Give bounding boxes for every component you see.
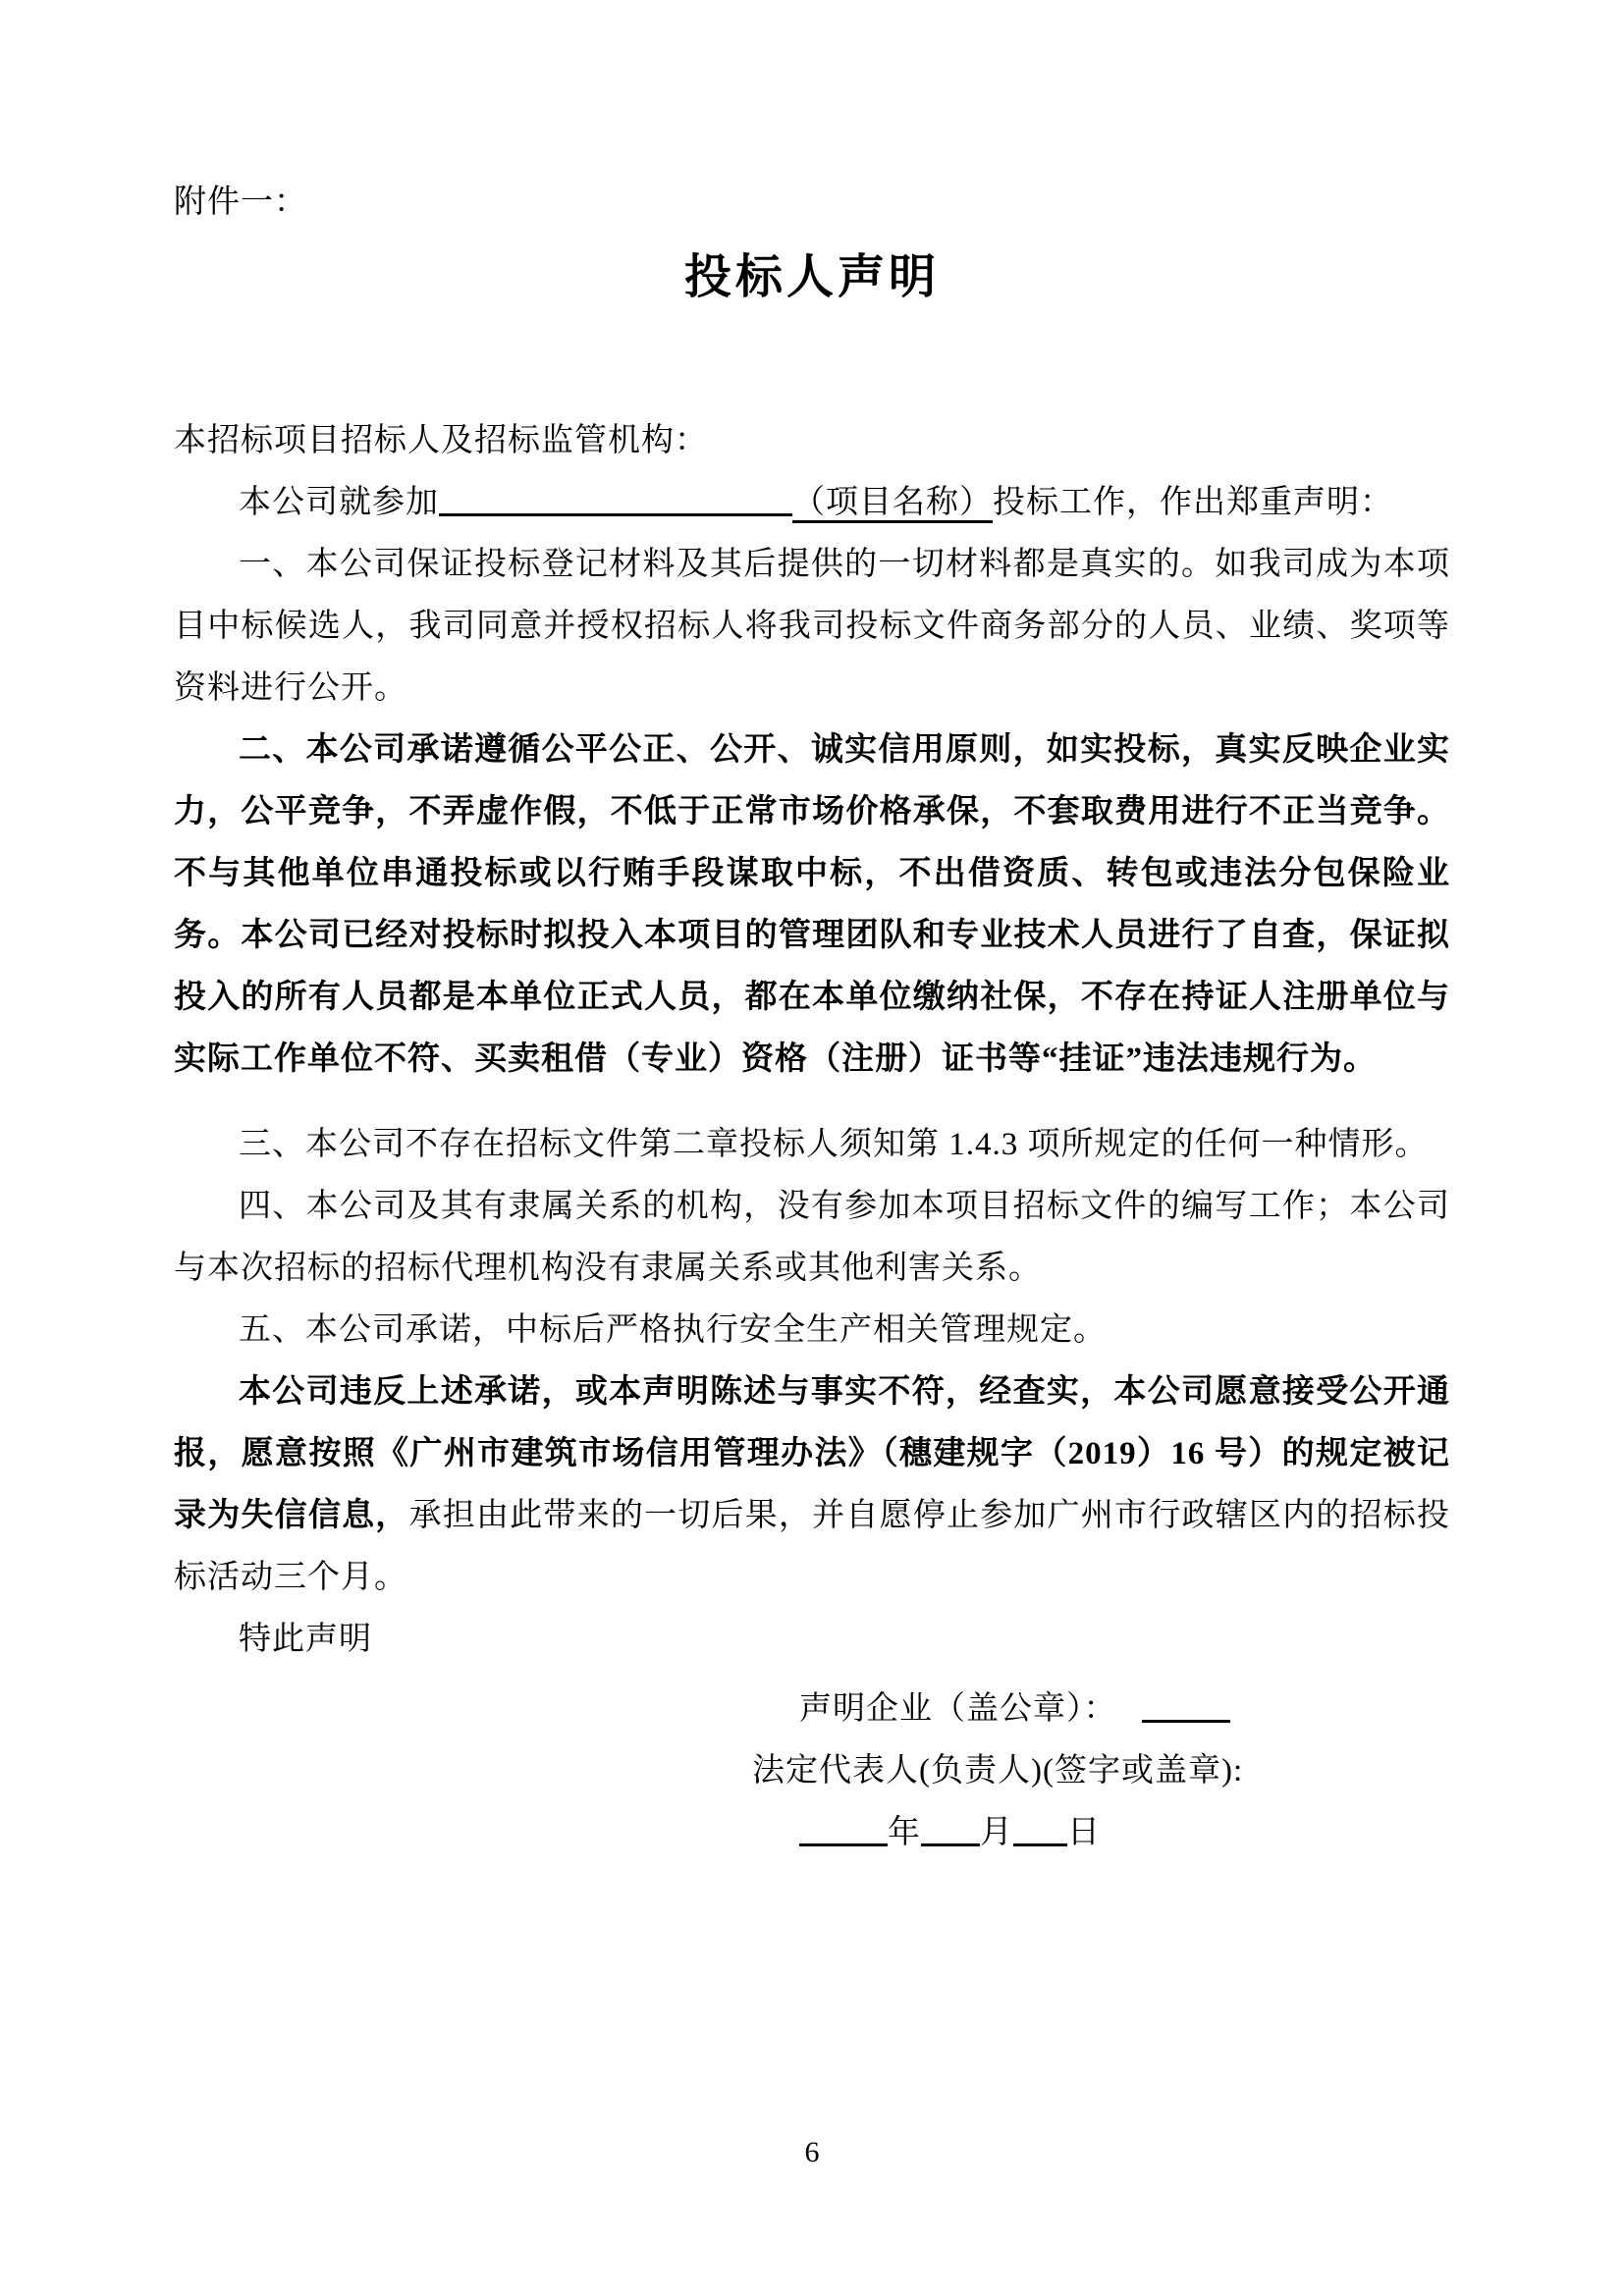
paragraph-item-5: 五、本公司承诺，中标后严格执行安全生产相关管理规定。 bbox=[239, 1312, 1107, 1348]
day-label: 日 bbox=[1067, 1815, 1101, 1850]
declaration-line bbox=[174, 472, 1450, 534]
penalty-bold-text: 本公司违反上述承诺，或本声明陈述与事实不符，经查实，本公司愿意接受公开通报，愿意按照《广州市建筑市场信用管理办法》（穗建规字（2019）16 号）的规定被记录为失信信息， bbox=[174, 1374, 1450, 1533]
signature-date-line bbox=[799, 1802, 1450, 1864]
project-name-label: （项目名称） bbox=[792, 485, 993, 523]
paragraph-item-3: 三、本公司不存在招标文件第二章投标人须知第 1.4.3 项所规定的任何一种情形。 bbox=[239, 1127, 1429, 1162]
document-title: 投标人声明 bbox=[683, 251, 940, 303]
year-label: 年 bbox=[888, 1815, 921, 1850]
paragraph-item-2: 二、本公司承诺遵循公平公正、公开、诚实信用原则，如实投标，真实反映企业实力，公平竞争，不弄虚作假，不低于正常市场价格承保，不套取费用进行不正当竞争。不与其他单位串通投标或以行贿手段谋取中标，不出借资质、转包或违法分包保险业务。本公司已经对投标时拟投入本项目的管理团队和专业技术人员进行了自查，保证拟投入的所有人员都是本单位正式人员，都在本单位缴纳社保，不存在持证人注册单位与实际工作单位不符、买卖租借（专业）资格（注册）证书等“挂证”违法违规行为。 bbox=[174, 732, 1450, 1077]
penalty-paragraph bbox=[174, 1362, 1450, 1609]
company-label: 声明企业（盖公章）： bbox=[799, 1691, 1117, 1727]
year-blank bbox=[799, 1811, 888, 1846]
signature-company-line bbox=[799, 1679, 1450, 1740]
document-content bbox=[174, 0, 1450, 1864]
penalty-regular-text: 承担由此带来的一切后果，并自愿停止参加广州市行政辖区内的招标投标活动三个月。 bbox=[174, 1498, 1451, 1595]
project-name-blank bbox=[439, 481, 792, 516]
declaration-suffix: 投标工作，作出郑重声明： bbox=[993, 485, 1393, 520]
closing-statement: 特此声明 bbox=[239, 1622, 372, 1657]
legal-rep-label: 法定代表人(负责人)(签字或盖章): bbox=[752, 1753, 1244, 1789]
paragraph-item-4: 四、本公司及其有隶属关系的机构，没有参加本项目招标文件的编写工作；本公司与本次招标的招标代理机构没有隶属关系或其他利害关系。 bbox=[174, 1189, 1450, 1286]
month-label: 月 bbox=[980, 1815, 1013, 1850]
month-blank bbox=[921, 1811, 980, 1846]
company-name-blank bbox=[1142, 1687, 1230, 1723]
intro-line: 本招标项目招标人及招标监管机构： bbox=[174, 423, 708, 458]
page-number: 6 bbox=[804, 2136, 820, 2168]
paragraph-item-1: 一、本公司保证投标登记材料及其后提供的一切材料都是真实的。如我司成为本项目中标候选人，我司同意并授权招标人将我司投标文件商务部分的人员、业绩、奖项等资料进行公开。 bbox=[174, 547, 1450, 706]
signature-legal-rep-line bbox=[752, 1740, 1450, 1802]
attachment-label: 附件一： bbox=[174, 185, 307, 220]
declaration-prefix: 本公司就参加 bbox=[239, 485, 439, 520]
day-blank bbox=[1013, 1811, 1067, 1846]
